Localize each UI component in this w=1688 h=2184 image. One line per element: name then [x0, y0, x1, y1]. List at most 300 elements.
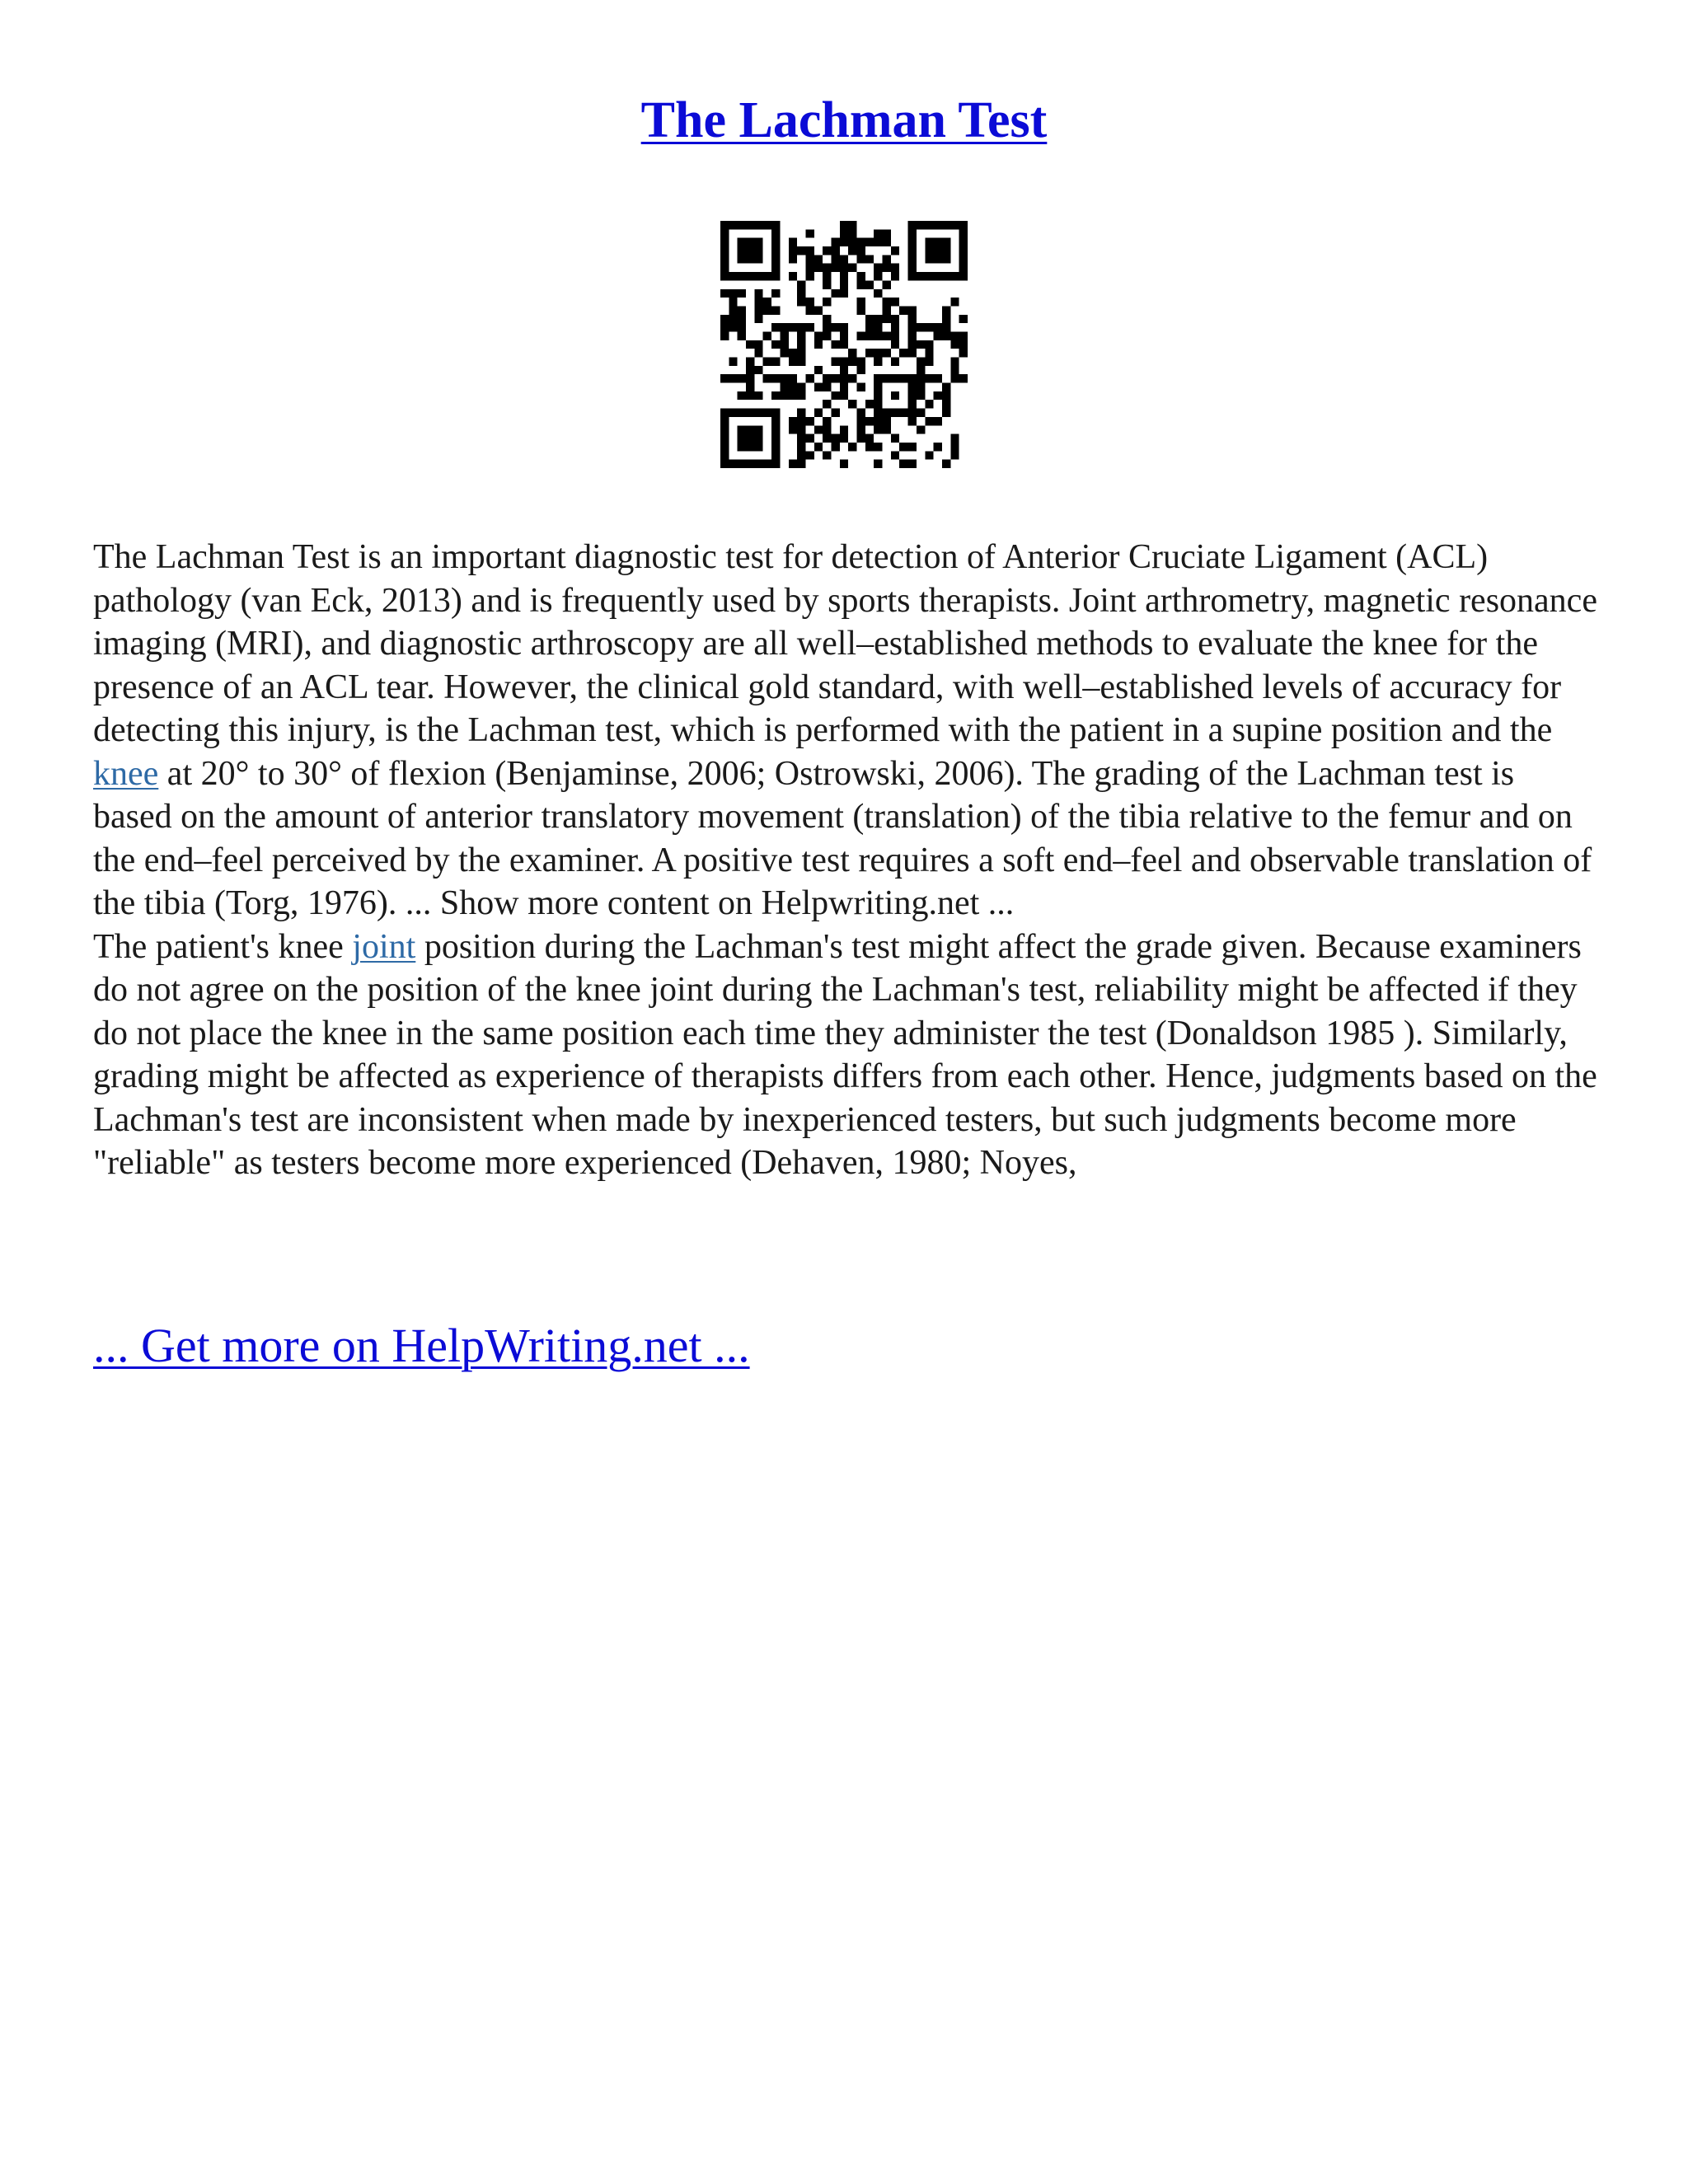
- qr-module: [908, 409, 917, 417]
- qr-module: [950, 331, 959, 340]
- qr-module: [840, 255, 848, 263]
- qr-module: [729, 374, 737, 382]
- qr-module: [934, 255, 942, 263]
- qr-module: [942, 255, 950, 263]
- qr-module: [891, 264, 899, 272]
- qr-module: [908, 443, 917, 451]
- qr-module: [738, 272, 746, 280]
- qr-module: [763, 374, 771, 382]
- qr-module: [883, 255, 891, 263]
- qr-module: [814, 306, 823, 314]
- qr-module: [738, 221, 746, 229]
- qr-module: [754, 246, 762, 255]
- qr-module: [814, 409, 823, 417]
- qr-module: [797, 383, 805, 391]
- qr-module: [831, 434, 839, 443]
- qr-module: [934, 391, 942, 400]
- qr-module: [823, 434, 831, 443]
- qr-module: [942, 391, 950, 400]
- qr-module: [763, 409, 771, 417]
- qr-module: [874, 383, 882, 391]
- qr-module: [771, 264, 780, 272]
- qr-module: [738, 315, 746, 323]
- qr-module: [797, 409, 805, 417]
- qr-module: [925, 221, 933, 229]
- qr-module: [917, 425, 925, 434]
- qr-module: [891, 451, 899, 459]
- qr-module: [942, 272, 950, 280]
- qr-module: [908, 323, 917, 331]
- qr-module: [959, 374, 968, 382]
- qr-module: [848, 264, 856, 272]
- article-body: [93, 536, 1601, 1185]
- qr-module: [720, 460, 729, 468]
- qr-module: [925, 400, 933, 408]
- qr-module: [883, 264, 891, 272]
- qr-module: [738, 434, 746, 443]
- qr-module: [754, 434, 762, 443]
- qr-module: [925, 349, 933, 357]
- qr-module: [720, 246, 729, 255]
- qr-module: [848, 443, 856, 451]
- qr-module: [729, 323, 737, 331]
- qr-module: [797, 323, 805, 331]
- qr-module: [840, 323, 848, 331]
- qr-module: [857, 306, 865, 314]
- qr-module: [746, 255, 754, 263]
- qr-module: [729, 306, 737, 314]
- qr-module: [883, 315, 891, 323]
- qr-module: [908, 221, 917, 229]
- qr-module: [891, 331, 899, 340]
- qr-module: [848, 238, 856, 246]
- qr-module: [942, 331, 950, 340]
- qr-module: [771, 409, 780, 417]
- qr-module: [840, 264, 848, 272]
- qr-module: [908, 374, 917, 382]
- qr-module: [754, 255, 762, 263]
- qr-module: [865, 323, 874, 331]
- qr-module: [840, 221, 848, 229]
- qr-module: [874, 229, 882, 237]
- qr-module: [763, 221, 771, 229]
- qr-module: [720, 255, 729, 263]
- qr-module: [917, 374, 925, 382]
- qr-module: [908, 306, 917, 314]
- qr-module: [754, 306, 762, 314]
- qr-module: [823, 417, 831, 425]
- qr-module: [823, 298, 831, 306]
- qr-module: [840, 340, 848, 349]
- qr-module: [874, 349, 882, 357]
- qr-module: [925, 272, 933, 280]
- qr-module: [771, 451, 780, 459]
- qr-module: [738, 289, 746, 298]
- qr-module: [789, 272, 797, 280]
- qr-module: [950, 434, 959, 443]
- qr-module: [738, 331, 746, 340]
- qr-module: [925, 340, 933, 349]
- qr-module: [814, 366, 823, 374]
- qr-module: [908, 391, 917, 400]
- qr-module: [891, 391, 899, 400]
- qr-module: [942, 238, 950, 246]
- qr-module: [908, 460, 917, 468]
- qr-module: [840, 460, 848, 468]
- qr-module: [942, 306, 950, 314]
- qr-module: [823, 425, 831, 434]
- qr-module: [771, 221, 780, 229]
- qr-module: [857, 246, 865, 255]
- qr-module: [874, 425, 882, 434]
- qr-module: [814, 340, 823, 349]
- qr-module: [865, 417, 874, 425]
- qr-module: [883, 425, 891, 434]
- qr-module: [848, 229, 856, 237]
- qr-module: [891, 409, 899, 417]
- qr-module: [840, 272, 848, 280]
- qr-module: [754, 315, 762, 323]
- qr-module: [831, 409, 839, 417]
- qr-module: [805, 264, 814, 272]
- qr-module: [840, 331, 848, 340]
- qr-module: [891, 298, 899, 306]
- qr-module: [771, 238, 780, 246]
- qr-module: [797, 331, 805, 340]
- qr-module: [754, 391, 762, 400]
- qr-module: [814, 443, 823, 451]
- qr-module: [934, 374, 942, 382]
- qr-module: [925, 255, 933, 263]
- qr-module: [874, 315, 882, 323]
- knee-link[interactable]: knee: [93, 754, 159, 793]
- qr-module: [865, 255, 874, 263]
- qr-module: [865, 443, 874, 451]
- qr-module: [771, 229, 780, 237]
- qr-module: [797, 425, 805, 434]
- qr-module: [899, 349, 907, 357]
- qr-module: [754, 221, 762, 229]
- qr-module: [720, 451, 729, 459]
- qr-module: [754, 238, 762, 246]
- qr-module: [771, 340, 780, 349]
- qr-module: [840, 383, 848, 391]
- qr-module: [857, 272, 865, 280]
- qr-module: [805, 298, 814, 306]
- qr-module: [950, 358, 959, 366]
- qr-module: [925, 238, 933, 246]
- qr-module: [789, 425, 797, 434]
- qr-module: [814, 331, 823, 340]
- qr-module: [729, 460, 737, 468]
- qr-module: [814, 255, 823, 263]
- qr-module: [789, 460, 797, 468]
- qr-module: [917, 409, 925, 417]
- qr-module: [814, 425, 823, 434]
- qr-module: [780, 323, 788, 331]
- qr-module: [874, 374, 882, 382]
- qr-module: [917, 323, 925, 331]
- qr-module: [771, 425, 780, 434]
- qr-module: [746, 425, 754, 434]
- qr-module: [754, 289, 762, 298]
- qr-module: [831, 264, 839, 272]
- qr-module: [754, 460, 762, 468]
- qr-module: [797, 358, 805, 366]
- qr-module: [823, 246, 831, 255]
- qr-module: [925, 374, 933, 382]
- qr-module: [754, 425, 762, 434]
- qr-module: [720, 221, 729, 229]
- qr-module: [959, 238, 968, 246]
- qr-module: [720, 272, 729, 280]
- qr-module: [823, 264, 831, 272]
- qr-module: [942, 315, 950, 323]
- qr-module: [857, 255, 865, 263]
- qr-module: [883, 374, 891, 382]
- qr-module: [840, 391, 848, 400]
- qr-module: [899, 460, 907, 468]
- qr-module: [883, 349, 891, 357]
- qr-module: [899, 306, 907, 314]
- qr-module: [848, 349, 856, 357]
- qr-module: [959, 349, 968, 357]
- qr-module: [840, 238, 848, 246]
- qr-module: [874, 238, 882, 246]
- qr-module: [720, 289, 729, 298]
- qr-module: [848, 374, 856, 382]
- qr-module: [908, 229, 917, 237]
- qr-module: [720, 264, 729, 272]
- qr-module: [729, 289, 737, 298]
- qr-module: [746, 272, 754, 280]
- qr-module: [848, 246, 856, 255]
- qr-module: [908, 417, 917, 425]
- qr-module: [746, 374, 754, 382]
- qr-module: [874, 417, 882, 425]
- qr-module: [823, 272, 831, 280]
- qr-module: [729, 272, 737, 280]
- qr-module: [942, 409, 950, 417]
- get-more-section: [93, 1317, 750, 1375]
- qr-module: [857, 280, 865, 288]
- qr-module: [729, 358, 737, 366]
- qr-module: [831, 443, 839, 451]
- paragraph-2-text-a: The patient's knee: [93, 927, 353, 966]
- qr-module: [934, 417, 942, 425]
- qr-module: [814, 264, 823, 272]
- qr-module: [934, 221, 942, 229]
- get-more-link[interactable]: ... Get more on HelpWriting.net ...: [93, 1319, 750, 1372]
- qr-module: [959, 246, 968, 255]
- qr-module: [891, 358, 899, 366]
- qr-module: [857, 425, 865, 434]
- qr-module: [720, 443, 729, 451]
- qr-module: [840, 425, 848, 434]
- qr-module: [720, 238, 729, 246]
- qr-module: [720, 417, 729, 425]
- qr-module: [891, 315, 899, 323]
- qr-module: [865, 331, 874, 340]
- qr-module: [942, 323, 950, 331]
- qr-module: [771, 272, 780, 280]
- qr-module: [797, 246, 805, 255]
- qr-module: [925, 323, 933, 331]
- qr-module: [950, 221, 959, 229]
- qr-module: [857, 358, 865, 366]
- qr-module: [797, 340, 805, 349]
- qr-module: [805, 255, 814, 263]
- qr-module: [797, 417, 805, 425]
- paragraph-2: [93, 926, 1601, 1185]
- qr-module: [797, 434, 805, 443]
- qr-module: [746, 383, 754, 391]
- qr-module: [883, 280, 891, 288]
- qr-module: [805, 323, 814, 331]
- qr-module: [840, 280, 848, 288]
- qr-module: [746, 443, 754, 451]
- qr-module: [874, 358, 882, 366]
- qr-module: [720, 315, 729, 323]
- qr-module: [959, 315, 968, 323]
- qr-module: [797, 349, 805, 357]
- qr-module: [899, 409, 907, 417]
- qr-module: [805, 306, 814, 314]
- qr-module: [805, 246, 814, 255]
- qr-module: [763, 358, 771, 366]
- qr-module: [771, 391, 780, 400]
- qr-module: [771, 434, 780, 443]
- qr-module: [934, 272, 942, 280]
- qr-module: [771, 289, 780, 298]
- qr-module: [840, 434, 848, 443]
- qr-module: [738, 255, 746, 263]
- qr-module: [934, 443, 942, 451]
- qr-module: [763, 298, 771, 306]
- qr-module: [925, 358, 933, 366]
- qr-module: [797, 451, 805, 459]
- qr-module: [857, 417, 865, 425]
- qr-module: [729, 221, 737, 229]
- qr-module: [754, 409, 762, 417]
- qr-module: [942, 400, 950, 408]
- qr-module: [899, 443, 907, 451]
- qr-module: [780, 383, 788, 391]
- qr-module: [908, 246, 917, 255]
- qr-module: [925, 451, 933, 459]
- qr-module: [950, 298, 959, 306]
- qr-module: [763, 306, 771, 314]
- joint-link[interactable]: joint: [352, 927, 416, 966]
- qr-module: [771, 306, 780, 314]
- qr-module: [746, 238, 754, 246]
- paragraph-1: [93, 536, 1601, 926]
- paragraph-1-text-b: at 20° to 30° of flexion (Benjaminse, 2006; Ostrowski, 2006). The grading of the Lachman test is based on the amount of anterior translatory movement (translation) of the tibia relative to the femur and on the end–feel perceived by the examiner. A positive test requires a soft end–feel and observable translation of the tibia (Torg, 1976). ... Show more content on Helpwriting.net ...: [93, 754, 1592, 922]
- qr-module: [831, 358, 839, 366]
- qr-module: [908, 331, 917, 340]
- qr-module: [797, 289, 805, 298]
- qr-module: [959, 331, 968, 340]
- qr-module: [883, 229, 891, 237]
- qr-module: [754, 349, 762, 357]
- qr-module: [805, 229, 814, 237]
- qr-module: [917, 358, 925, 366]
- qr-module: [874, 460, 882, 468]
- qr-module: [934, 323, 942, 331]
- paragraph-1-text-a: The Lachman Test is an important diagnostic test for detection of Anterior Cruciate Ligament (ACL) pathology (van Eck, 2013) and is frequently used by sports therapists. Joint arthrometry, magnetic resonance imaging (MRI), and diagnostic arthroscopy are all well–established methods to evaluate the knee for the presence of an ACL tear. However, the clinical gold standard, with well–established levels of accuracy for detecting this injury, is the Lachman test, which is performed with the patient in a supine position and the: [93, 538, 1597, 749]
- qr-module: [908, 255, 917, 263]
- qr-module: [738, 409, 746, 417]
- qr-module: [865, 434, 874, 443]
- qr-module: [899, 374, 907, 382]
- qr-module: [950, 374, 959, 382]
- qr-module: [883, 238, 891, 246]
- qr-module: [738, 443, 746, 451]
- qr-module: [891, 323, 899, 331]
- qr-module: [763, 272, 771, 280]
- qr-module: [771, 323, 780, 331]
- qr-module: [805, 374, 814, 382]
- qr-module: [831, 323, 839, 331]
- qr-module: [771, 417, 780, 425]
- qr-module: [746, 340, 754, 349]
- qr-module: [805, 434, 814, 443]
- qr-module: [823, 451, 831, 459]
- qr-module: [780, 391, 788, 400]
- qr-module: [959, 340, 968, 349]
- qr-module: [789, 349, 797, 357]
- qr-module: [934, 238, 942, 246]
- qr-module: [959, 255, 968, 263]
- qr-module: [874, 264, 882, 272]
- qr-module: [738, 246, 746, 255]
- qr-module: [720, 323, 729, 331]
- qr-module: [754, 443, 762, 451]
- qr-code-graphic: [720, 221, 968, 468]
- qr-module: [823, 315, 831, 323]
- qr-module: [865, 280, 874, 288]
- qr-module: [720, 331, 729, 340]
- qr-module: [959, 264, 968, 272]
- qr-module: [874, 409, 882, 417]
- qr-module: [917, 221, 925, 229]
- qr-module: [789, 374, 797, 382]
- qr-module: [780, 331, 788, 340]
- qr-module: [754, 272, 762, 280]
- qr-module: [950, 443, 959, 451]
- qr-module: [865, 400, 874, 408]
- title-link[interactable]: The Lachman Test: [640, 92, 1048, 148]
- qr-module: [942, 221, 950, 229]
- qr-module: [950, 366, 959, 374]
- qr-module: [883, 306, 891, 314]
- qr-module: [771, 246, 780, 255]
- qr-module: [746, 434, 754, 443]
- qr-module: [738, 460, 746, 468]
- qr-module: [874, 400, 882, 408]
- qr-module: [857, 366, 865, 374]
- qr-module: [738, 323, 746, 331]
- qr-module: [823, 331, 831, 340]
- qr-module: [823, 400, 831, 408]
- qr-module: [891, 272, 899, 280]
- page-title: [0, 89, 1688, 152]
- qr-module: [746, 391, 754, 400]
- qr-module: [797, 298, 805, 306]
- qr-module: [780, 349, 788, 357]
- qr-module: [771, 255, 780, 263]
- qr-module: [908, 383, 917, 391]
